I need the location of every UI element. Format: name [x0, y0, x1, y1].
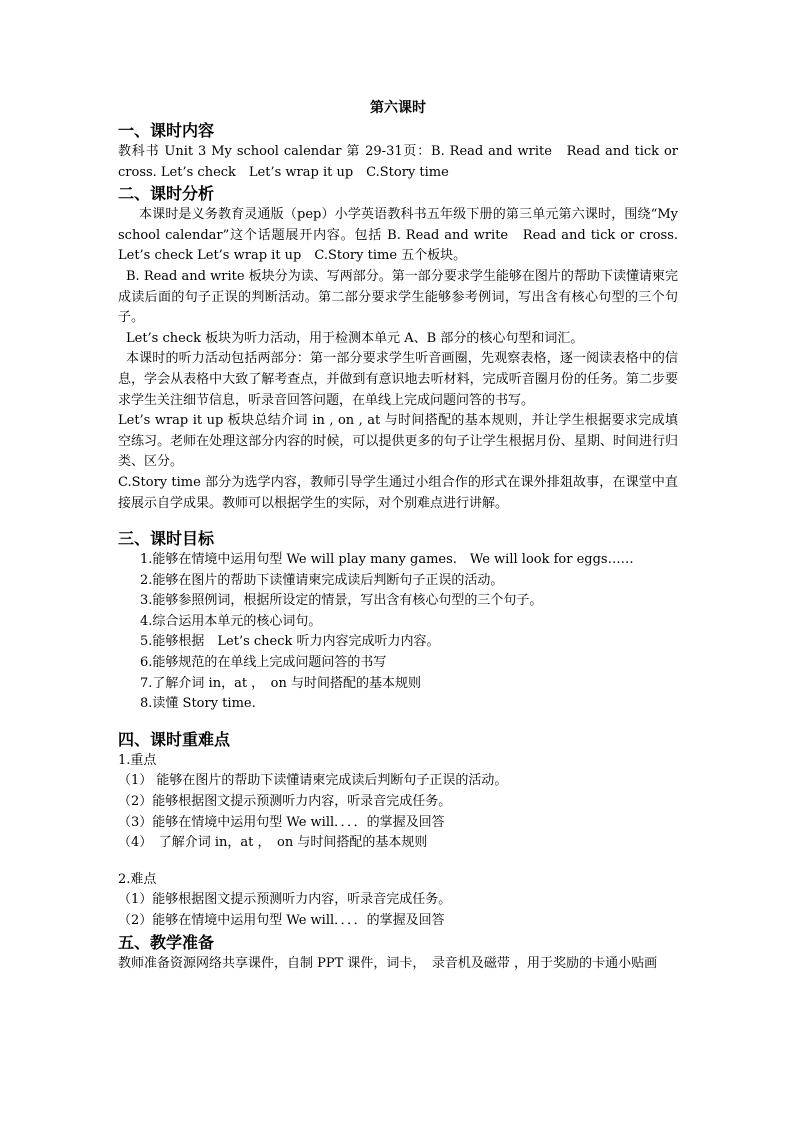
section-heading-objectives: 三、课时目标 [118, 529, 215, 549]
analysis-paragraph: 本课时的听力活动包括两部分：第一部分要求学生听音画圈，先观察表格，逐一阅读表格中的信息，学会从表格中大致了解考查点，并做到有意识地去听材料，完成听音圈月份的任务。第二步要求学生关注细节信息，听录音回答问题，在单线上完成问题问答的书写。 [118, 351, 678, 408]
preparation-paragraph: 教师准备资源网络共享课件，自制 PPT 课件，词卡， 录音机及磁带 ，用于奖励的卡通小贴画 [118, 955, 658, 971]
objective-item: 6.能够规范的在单线上完成问题问答的书写 [140, 655, 387, 671]
objective-item: 5.能够根据 Let’s check 听力内容完成听力内容。 [140, 634, 440, 650]
key-point-item: （2）能够根据图文提示预测听力内容，听录音完成任务。 [118, 794, 452, 810]
analysis-paragraph: 本课时是义务教育灵通版（pep）小学英语教科书五年级下册的第三单元第六课时，围绕“My school calendar”这个话题展开内容。包括 B. Read and write Read and tick or cross. Let’s check Let’s wrap it up C.Story time 五个板块。 [118, 207, 678, 264]
spacer [118, 715, 678, 729]
analysis-paragraph: Let’s check 板块为听力活动，用于检测本单元 A、B 部分的核心句型和词汇。 [126, 330, 584, 346]
objective-item: 3.能够参照例词，根据所设定的情景，写出含有核心句型的三个句子。 [140, 593, 543, 609]
objective-item: 1.能够在情境中运用句型 We will play many games. We will look for eggs…… [140, 552, 634, 568]
section-heading-preparation: 五、教学准备 [118, 932, 215, 952]
lesson-title: 第六课时 [370, 100, 426, 116]
objective-item: 4.综合运用本单元的核心词句。 [140, 613, 322, 629]
key-point-item: （3）能够在情境中运用句型 We will．．．．的掌握及回答 [118, 814, 445, 830]
difficulties-label: 2.难点 [118, 871, 157, 887]
section-heading-analysis: 二、课时分析 [118, 184, 215, 204]
objective-item: 8.读懂 Story time. [140, 696, 256, 712]
analysis-paragraph: Let’s wrap it up 板块总结介词 in , on , at 与时间搭配的基本规则，并让学生根据要求完成填空练习。老师在处理这部分内容的时候，可以提供更多的句子让学生根据月份、星期、时间进行归类、区分。 [118, 413, 678, 470]
content-paragraph: 教科书 Unit 3 My school calendar 第 29-31页：B. Read and write Read and tick or cross. Let’s check Let’s wrap it up C.Story time [118, 144, 678, 180]
analysis-paragraph: B. Read and write 板块分为读、写两部分。第一部分要求学生能够在图片的帮助下读懂请柬完成读后面的句子正误的判断活动。第二部分要求学生能够参考例词，写出含有核心句型的三个句子。 [118, 268, 678, 326]
spacer [118, 514, 678, 528]
difficulty-item: （1）能够根据图文提示预测听力内容，听录音完成任务。 [118, 892, 452, 908]
section-heading-content: 一、课时内容 [118, 121, 215, 140]
key-point-item: （1） 能够在图片的帮助下读懂请柬完成读后判断句子正误的活动。 [118, 773, 508, 789]
difficulty-item: （2）能够在情境中运用句型 We will．．．．的掌握及回答 [118, 913, 445, 928]
objective-item: 7.了解介词 in，at ， on 与时间搭配的基本规则 [140, 675, 422, 691]
spacer [118, 854, 678, 870]
key-point-item: （4） 了解介词 in，at ， on 与时间搭配的基本规则 [118, 835, 428, 851]
analysis-paragraph: C.Story time 部分为选学内容，教师引导学生通过小组合作的形式在课外排爼故事，在课堂中直接展示自学成果。教师可以根据学生的实际，对个别难点进行讲解。 [118, 474, 678, 511]
document-page [118, 98, 678, 974]
section-heading-key-points: 四、课时重难点 [118, 729, 231, 749]
key-points-label: 1.重点 [118, 752, 157, 768]
objective-item: 2.能够在图片的帮助下读懂请柬完成读后判断句子正误的活动。 [140, 572, 504, 588]
